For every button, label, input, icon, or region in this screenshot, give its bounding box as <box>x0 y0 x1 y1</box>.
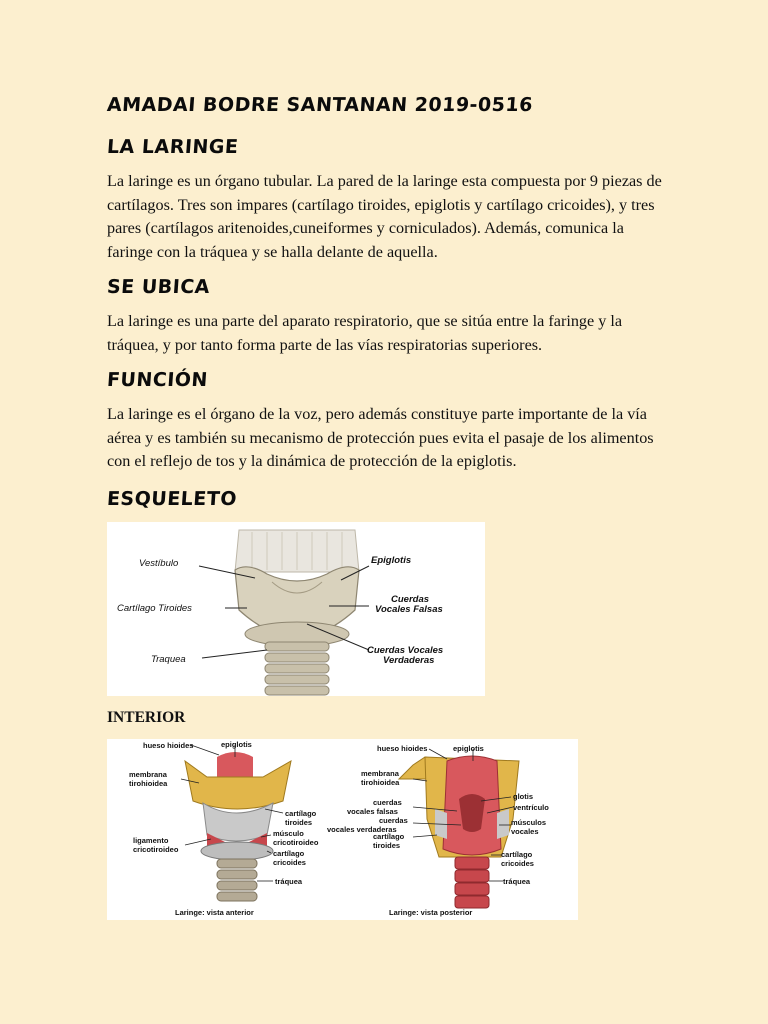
label-cuerdas-verdaderas-posterior-1: cuerdas <box>379 816 408 825</box>
label-ventriculo: ventrículo <box>513 803 549 812</box>
larynx-skeleton-figure <box>107 522 485 696</box>
label-epiglotis: Epiglotis <box>371 555 412 566</box>
posterior-view <box>327 744 549 917</box>
label-cuerdas-verdaderas-1: Cuerdas Vocales <box>367 645 444 656</box>
label-musculos-1: músculos <box>511 818 547 827</box>
label-tiroides-posterior-1: cartílago <box>373 832 405 841</box>
section-title-esqueleto: ESQUELETO <box>106 488 238 510</box>
label-cricoides-anterior-2: cricoides <box>273 858 306 867</box>
label-hueso-hioides-anterior: hueso hioides <box>143 741 194 750</box>
larynx-interior-figure <box>107 739 578 920</box>
label-glotis: glotis <box>513 792 533 801</box>
label-membrana-posterior-2: tirohioidea <box>361 778 400 787</box>
label-tiroides-posterior-2: tiroides <box>373 841 401 850</box>
label-cricoides-anterior-1: cartílago <box>273 849 305 858</box>
label-vestibulo: Vestíbulo <box>139 558 179 569</box>
anterior-view <box>129 740 319 917</box>
caption-anterior: Laringe: vista anterior <box>175 908 254 917</box>
section-title-laringe: LA LARINGE <box>106 136 240 158</box>
label-cuerdas-verdaderas-posterior-2: vocales verdaderas <box>327 825 397 834</box>
label-ligamento-2: cricotiroideo <box>133 845 179 854</box>
label-cuerdas-falsas-posterior-1: cuerdas <box>373 798 402 807</box>
author-line: AMADAI BODRE SANTANAN 2019-0516 <box>106 94 534 116</box>
section-title-funcion: FUNCIÓN <box>106 369 209 391</box>
label-cuerdas-verdaderas-2: Verdaderas <box>383 655 435 666</box>
label-traquea: Traquea <box>151 654 186 665</box>
label-hueso-hioides-posterior: hueso hioides <box>377 744 428 753</box>
label-musculo-anterior-1: músculo <box>273 829 304 838</box>
label-epiglotis-anterior: epiglotis <box>221 740 252 749</box>
paragraph-ubica: La laringe es una parte del aparato respiratorio, que se sitúa entre la faringe y la tráquea, y por tanto forma parte de las vías respiratorias superiores. <box>107 312 623 354</box>
label-tiroides-anterior-1: cartílago <box>285 809 317 818</box>
label-membrana-anterior-1: membrana <box>129 770 167 779</box>
label-cricoides-posterior-1: cartílago <box>501 850 533 859</box>
section-title-ubica: SE UBICA <box>106 276 211 298</box>
label-musculo-anterior-2: cricotiroideo <box>273 838 319 847</box>
label-cricoides-posterior-2: cricoides <box>501 859 534 868</box>
label-epiglotis-posterior: epiglotis <box>453 744 484 753</box>
label-traquea-posterior: tráquea <box>503 877 531 886</box>
paragraph-funcion: La laringe es el órgano de la voz, pero además constituye parte importante de la vía aérea y es también su mecanismo de protección pues evita el pasaje de los alimentos con el reflejo de tos y la dinámica de protección de la epiglotis. <box>107 405 654 470</box>
label-cuerdas-falsas-1: Cuerdas <box>391 594 430 605</box>
larynx-interior-illustration <box>107 739 578 920</box>
label-membrana-posterior-1: membrana <box>361 769 399 778</box>
label-traquea-anterior: tráquea <box>275 877 303 886</box>
label-tiroides-anterior-2: tiroides <box>285 818 313 827</box>
label-membrana-anterior-2: tirohioidea <box>129 779 168 788</box>
label-cuerdas-falsas-posterior-2: vocales falsas <box>347 807 398 816</box>
caption-posterior: Laringe: vista posterior <box>389 908 473 917</box>
label-musculos-2: vocales <box>511 827 539 836</box>
label-cartilago-tiroides: Cartílago Tiroides <box>117 603 192 614</box>
paragraph-laringe: La laringe es un órgano tubular. La pared de la laringe esta compuesta por 9 piezas de cartílagos. Tres son impares (cartílago tiroides, epiglotis y cartílago cricoides), y tres pares (cartílagos aritenoides,cuneiformes y corniculados). Además, comunica la faringe con la tráquea y se halla delante de aquella. <box>107 172 662 261</box>
larynx-skeleton-illustration <box>107 522 485 696</box>
label-cuerdas-falsas-2: Vocales Falsas <box>375 604 443 615</box>
section-title-interior: INTERIOR <box>107 709 186 726</box>
label-ligamento-1: ligamento <box>133 836 169 845</box>
